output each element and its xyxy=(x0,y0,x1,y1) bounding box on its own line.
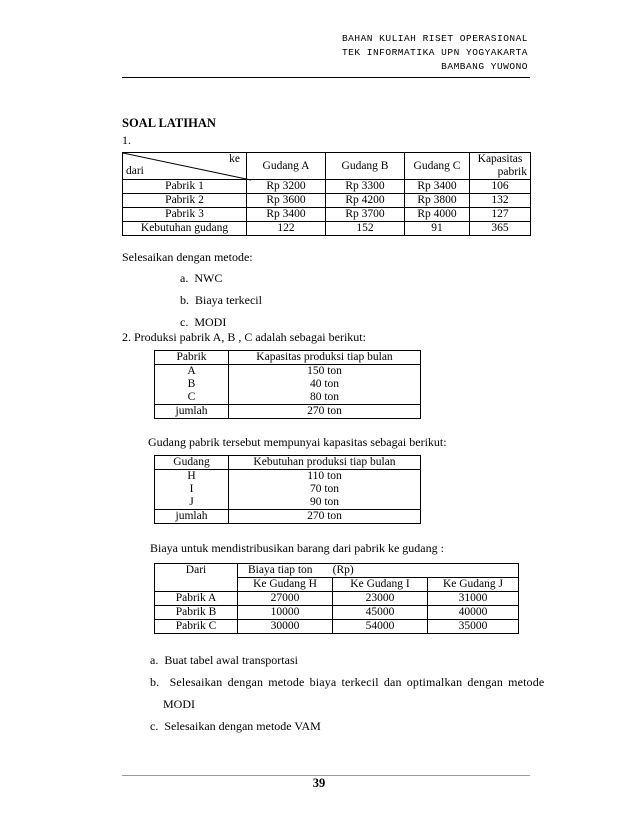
task-item: c. Selesaikan dengan metode VAM xyxy=(150,719,321,733)
col-header: Kapasitas produksi tiap bulan xyxy=(229,351,421,365)
cell: Pabrik 1 xyxy=(123,180,247,194)
cell: A xyxy=(155,365,229,379)
table-row xyxy=(155,620,519,634)
table-row xyxy=(123,194,531,208)
table-row xyxy=(123,222,531,236)
q1-instruction: Selesaikan dengan metode: xyxy=(122,250,253,264)
cell: 127 xyxy=(470,208,531,222)
cell: 23000 xyxy=(333,592,428,606)
q2-intro: 2. Produksi pabrik A, B , C adalah sebagai berikut: xyxy=(122,330,366,344)
corner-cell xyxy=(123,153,247,180)
q1-methods xyxy=(180,267,262,333)
cell: 30000 xyxy=(238,620,333,634)
cell: Pabrik C xyxy=(155,620,238,634)
cell: H xyxy=(155,470,229,484)
cell: B xyxy=(155,378,229,391)
cell: J xyxy=(155,496,229,510)
table-row xyxy=(155,378,421,391)
cell: 27000 xyxy=(238,592,333,606)
col-subheader: Ke Gudang H xyxy=(238,578,333,592)
method-item: b. Biaya terkecil xyxy=(180,293,262,307)
cell: Rp 3300 xyxy=(326,180,405,194)
cell: jumlah xyxy=(155,510,229,524)
cell: 54000 xyxy=(333,620,428,634)
cell: 152 xyxy=(326,222,405,236)
col-header-cost: Biaya tiap ton (Rp) xyxy=(238,564,519,578)
table-row xyxy=(155,592,519,606)
table-row xyxy=(155,496,421,510)
col-header: Kebutuhan produksi tiap bulan xyxy=(229,456,421,470)
cell: Rp 4200 xyxy=(326,194,405,208)
col-header: Gudang B xyxy=(326,153,405,180)
cell: 40 ton xyxy=(229,378,421,391)
corner-label-ke: ke xyxy=(229,153,240,165)
table-row xyxy=(155,606,519,620)
task-item: MODI xyxy=(163,697,195,711)
method-item: c. MODI xyxy=(180,315,227,329)
table-row-total xyxy=(155,510,421,524)
cell: 110 ton xyxy=(229,470,421,484)
table-row xyxy=(155,365,421,379)
cell: Kebutuhan gudang xyxy=(123,222,247,236)
cell: 10000 xyxy=(238,606,333,620)
col-header-capacity xyxy=(470,153,531,180)
cell: 45000 xyxy=(333,606,428,620)
question-1-number: 1. xyxy=(122,133,131,147)
header-rule xyxy=(122,77,530,78)
transport-table-1 xyxy=(122,152,531,236)
cell: 122 xyxy=(247,222,326,236)
method-item: a. NWC xyxy=(180,271,223,285)
cell: Pabrik 3 xyxy=(123,208,247,222)
cell: Rp 3700 xyxy=(326,208,405,222)
cell: jumlah xyxy=(155,405,229,419)
col-header: Gudang C xyxy=(405,153,470,180)
col-subheader: Ke Gudang I xyxy=(333,578,428,592)
cell: 270 ton xyxy=(229,405,421,419)
cell: Rp 3400 xyxy=(405,180,470,194)
cell: 40000 xyxy=(428,606,519,620)
cell: 91 xyxy=(405,222,470,236)
corner-label-dari: dari xyxy=(126,165,144,177)
cell: 80 ton xyxy=(229,391,421,405)
cell: Rp 4000 xyxy=(405,208,470,222)
table-row xyxy=(123,180,531,194)
cell: Pabrik B xyxy=(155,606,238,620)
col-header: Dari xyxy=(155,564,238,592)
task-item: a. Buat tabel awal transportasi xyxy=(150,653,298,667)
header-line-2: TEK INFORMATIKA UPN YOGYAKARTA xyxy=(341,47,528,58)
table-row xyxy=(155,391,421,405)
gudang-intro: Gudang pabrik tersebut mempunyai kapasitas sebagai berikut: xyxy=(148,435,447,449)
col-header: Gudang A xyxy=(247,153,326,180)
header-line-1: BAHAN KULIAH RISET OPERASIONAL xyxy=(341,33,528,44)
cell: 132 xyxy=(470,194,531,208)
cell: Rp 3600 xyxy=(247,194,326,208)
warehouse-need-table xyxy=(154,455,421,524)
col-subheader: Ke Gudang J xyxy=(428,578,519,592)
cell: C xyxy=(155,391,229,405)
table-row xyxy=(123,208,531,222)
header-line-3: BAMBANG YUWONO xyxy=(441,61,528,72)
cost-intro: Biaya untuk mendistribusikan barang dari pabrik ke gudang : xyxy=(150,541,444,555)
col-header: Gudang xyxy=(155,456,229,470)
col-header: Pabrik xyxy=(155,351,229,365)
cell: Rp 3400 xyxy=(247,208,326,222)
table-row xyxy=(155,470,421,484)
col-header-line: Kapasitas xyxy=(477,153,523,165)
cell: 90 ton xyxy=(229,496,421,510)
cell: 270 ton xyxy=(229,510,421,524)
page-number: 39 xyxy=(312,776,326,790)
cost-table xyxy=(154,563,519,634)
q2-tasks xyxy=(150,649,545,737)
production-table xyxy=(154,350,421,419)
cell: 35000 xyxy=(428,620,519,634)
cell: Pabrik A xyxy=(155,592,238,606)
cell: Pabrik 2 xyxy=(123,194,247,208)
task-item: b. Selesaikan dengan metode biaya terkecil dan optimalkan dengan metode xyxy=(150,675,545,689)
cell: 365 xyxy=(470,222,531,236)
cell: 31000 xyxy=(428,592,519,606)
col-header-line: pabrik xyxy=(497,166,527,178)
cell: Rp 3800 xyxy=(405,194,470,208)
page-header xyxy=(342,32,528,74)
section-title: SOAL LATIHAN xyxy=(122,116,216,130)
cell: 150 ton xyxy=(229,365,421,379)
table-row xyxy=(155,483,421,496)
cell: I xyxy=(155,483,229,496)
table-row-total xyxy=(155,405,421,419)
cell: Rp 3200 xyxy=(247,180,326,194)
cell: 106 xyxy=(470,180,531,194)
cell: 70 ton xyxy=(229,483,421,496)
